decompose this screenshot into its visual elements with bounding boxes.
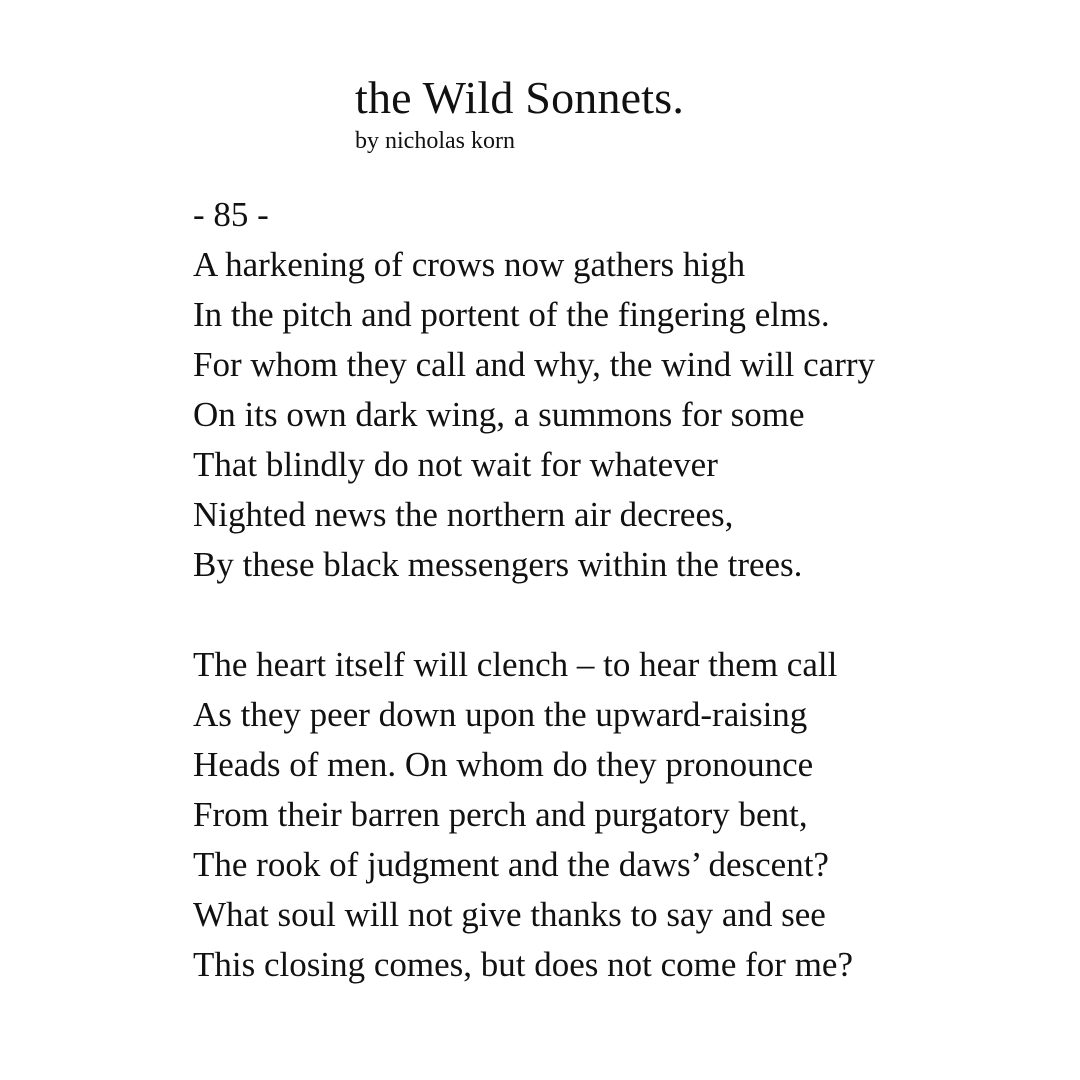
header [355, 70, 684, 156]
poem-line: What soul will not give thanks to say and see [193, 895, 826, 934]
sonnet-number: - 85 - [193, 195, 269, 234]
poem-line: For whom they call and why, the wind will carry [193, 345, 876, 384]
poem-line: That blindly do not wait for whatever [193, 445, 718, 484]
poem-line: From their barren perch and purgatory bent, [193, 795, 808, 834]
poem-line: Heads of men. On whom do they pronounce [193, 745, 814, 784]
author-byline: by nicholas korn [355, 128, 515, 154]
poem-line: On its own dark wing, a summons for some [193, 395, 805, 434]
stanza-1 [193, 240, 875, 590]
poem-line: This closing comes, but does not come for me? [193, 945, 853, 984]
poem-line: A harkening of crows now gathers high [193, 245, 746, 284]
poem-line: Nighted news the northern air decrees, [193, 495, 734, 534]
page-title: the Wild Sonnets. [355, 72, 685, 123]
poem-line: The rook of judgment and the daws’ descent? [193, 845, 829, 884]
poem-line: By these black messengers within the trees. [193, 545, 803, 584]
poem-body [193, 190, 875, 990]
poem-line: The heart itself will clench – to hear them call [193, 645, 838, 684]
poem-line: In the pitch and portent of the fingering elms. [193, 295, 830, 334]
stanza-2 [193, 640, 875, 990]
poem-line: As they peer down upon the upward-raising [193, 695, 808, 734]
